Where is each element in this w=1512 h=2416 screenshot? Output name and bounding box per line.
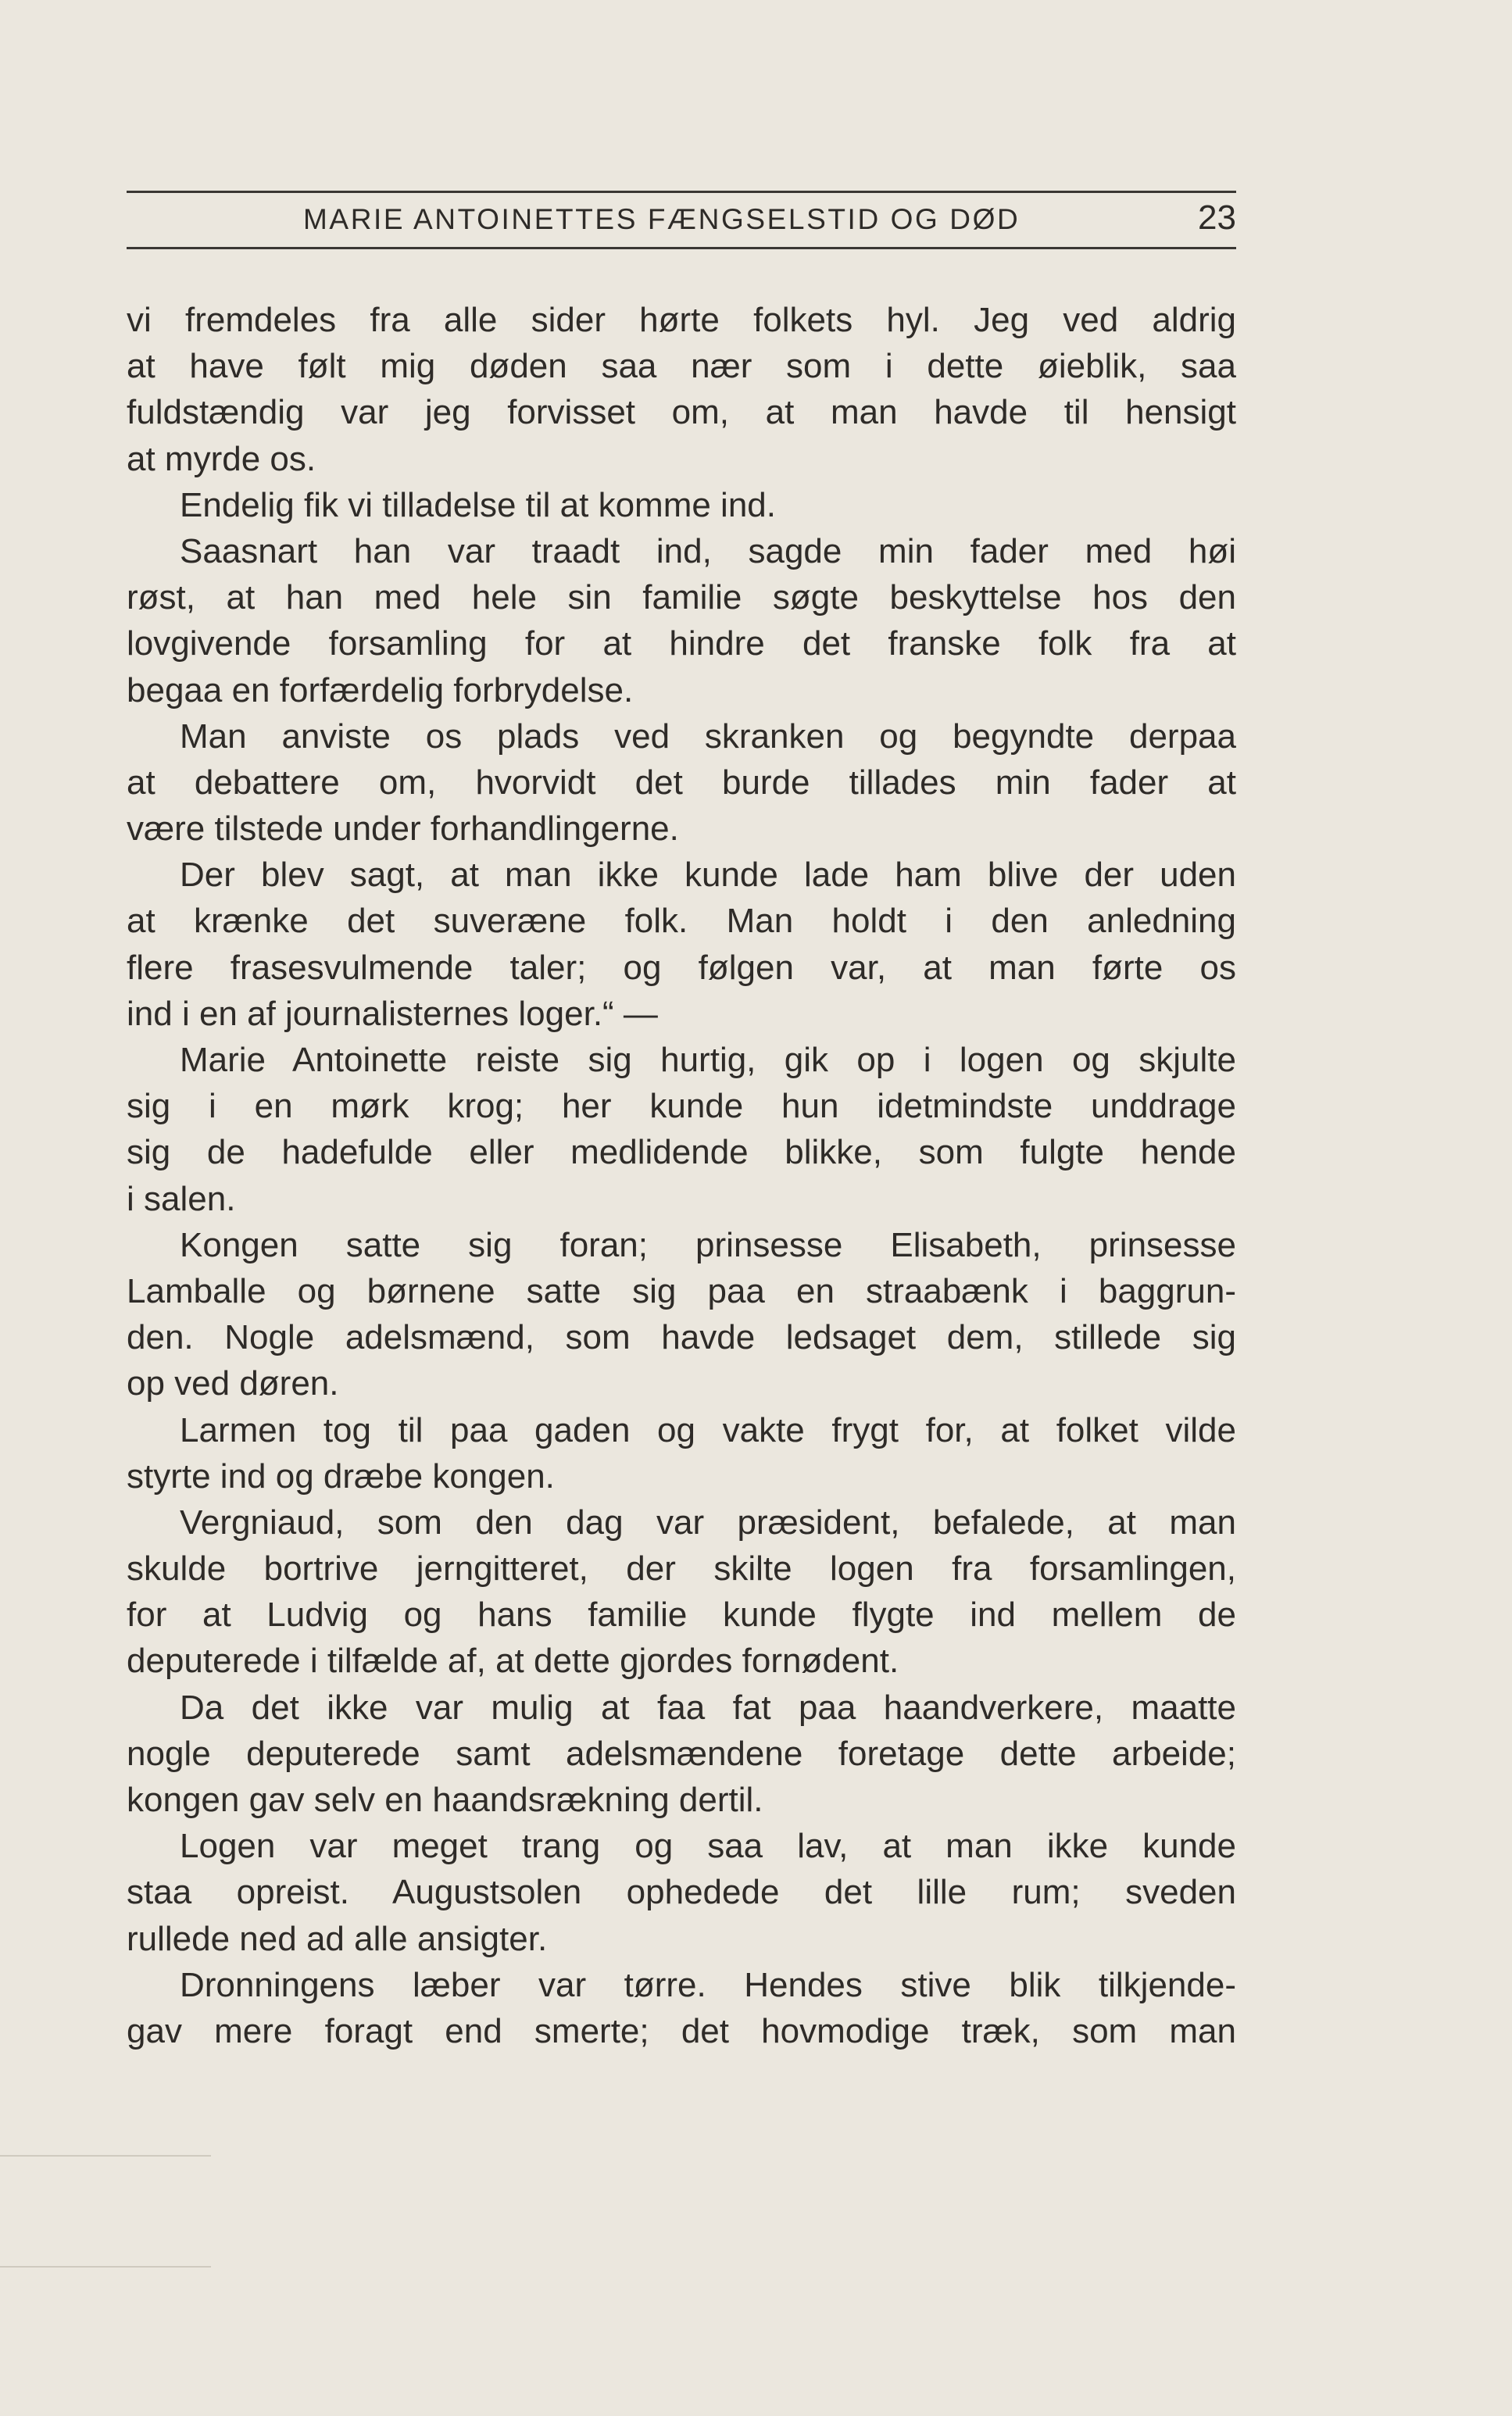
text-line: Larmen tog til paa gaden og vakte frygt for, at folket vilde (180, 1410, 1236, 1449)
text-line: fuldstændig var jeg forvisset om, at man havde til hensigt (127, 393, 1236, 432)
text-line: i salen. (127, 1179, 236, 1218)
text-line: at krænke det suveræne folk. Man holdt i den anledning (127, 902, 1236, 941)
text-line: Dronningens læber var tørre. Hendes stive blik tilkjende- (180, 1965, 1236, 2004)
text-line: begaa en forfærdelig forbrydelse. (127, 670, 634, 709)
running-title: MARIE ANTOINETTES FÆNGSELSTID OG DØD (303, 203, 1021, 235)
text-line: nogle deputerede samt adelsmændene foretage dette arbeide; (127, 1734, 1236, 1773)
text-line: røst, at han med hele sin familie søgte beskyttelse hos den (127, 578, 1236, 617)
header-rule-top (127, 191, 1236, 193)
text-line: rullede ned ad alle ansigter. (127, 1919, 548, 1958)
text-line: lovgivende forsamling for at hindre det franske folk fra at (127, 624, 1236, 663)
body-text (127, 297, 1236, 2054)
text-line: styrte ind og dræbe kongen. (127, 1456, 555, 1496)
text-line: Saasnart han var traadt ind, sagde min fader med høi (180, 531, 1236, 570)
text-line: op ved døren. (127, 1364, 339, 1403)
text-line: at have følt mig døden saa nær som i dette øieblik, saa (127, 347, 1236, 386)
scan-margin-mark (0, 2155, 211, 2157)
text-line: Da det ikke var mulig at faa fat paa haandverkere, maatte (180, 1688, 1236, 1727)
text-line: sig i en mørk krog; her kunde hun idetmindste unddrage (127, 1087, 1236, 1126)
text-line: at myrde os. (127, 439, 316, 478)
text-line: for at Ludvig og hans familie kunde flygte ind mellem de (127, 1596, 1236, 1635)
text-line: deputerede i tilfælde af, at dette gjordes fornødent. (127, 1642, 899, 1681)
text-line: Lamballe og børnene satte sig paa en straabænk i baggrun- (127, 1271, 1236, 1310)
text-line: staa opreist. Augustsolen ophedede det lille rum; sveden (127, 1873, 1236, 1912)
text-line: være tilstede under forhandlingerne. (127, 810, 679, 849)
text-line: gav mere foragt end smerte; det hovmodige træk, som man (127, 2011, 1236, 2050)
text-line: den. Nogle adelsmænd, som havde ledsaget dem, stillede sig (127, 1318, 1236, 1357)
header-rule-bottom (127, 247, 1236, 249)
text-line: skulde bortrive jerngitteret, der skilte logen fra forsamlingen, (127, 1549, 1236, 1589)
text-line: Man anviste os plads ved skranken og begyndte derpaa (180, 717, 1236, 756)
text-line: sig de hadefulde eller medlidende blikke, som fulgte hende (127, 1133, 1236, 1172)
text-line: Endelig fik vi tilladelse til at komme ind. (180, 485, 776, 524)
text-line: at debattere om, hvorvidt det burde tillades min fader at (127, 763, 1236, 802)
text-line: flere frasesvulmende taler; og følgen var, at man førte os (127, 948, 1236, 987)
text-line: vi fremdeles fra alle sider hørte folkets hyl. Jeg ved aldrig (127, 301, 1236, 339)
page-number: 23 (1198, 198, 1236, 237)
text-line: Der blev sagt, at man ikke kunde lade ham blive der uden (180, 856, 1236, 895)
text-line: kongen gav selv en haandsrækning dertil. (127, 1781, 763, 1819)
text-line: Marie Antoinette reiste sig hurtig, gik op i logen og skjulte (180, 1041, 1236, 1079)
scan-margin-mark (0, 2266, 211, 2268)
running-head (127, 198, 1236, 245)
text-line: Logen var meget trang og saa lav, at man ikke kunde (180, 1827, 1236, 1866)
text-line: Vergniaud, som den dag var præsident, befalede, at man (180, 1503, 1236, 1542)
text-line: ind i en af journalisternes loger.“ — (127, 994, 658, 1033)
text-line: Kongen satte sig foran; prinsesse Elisabeth, prinsesse (180, 1225, 1236, 1264)
